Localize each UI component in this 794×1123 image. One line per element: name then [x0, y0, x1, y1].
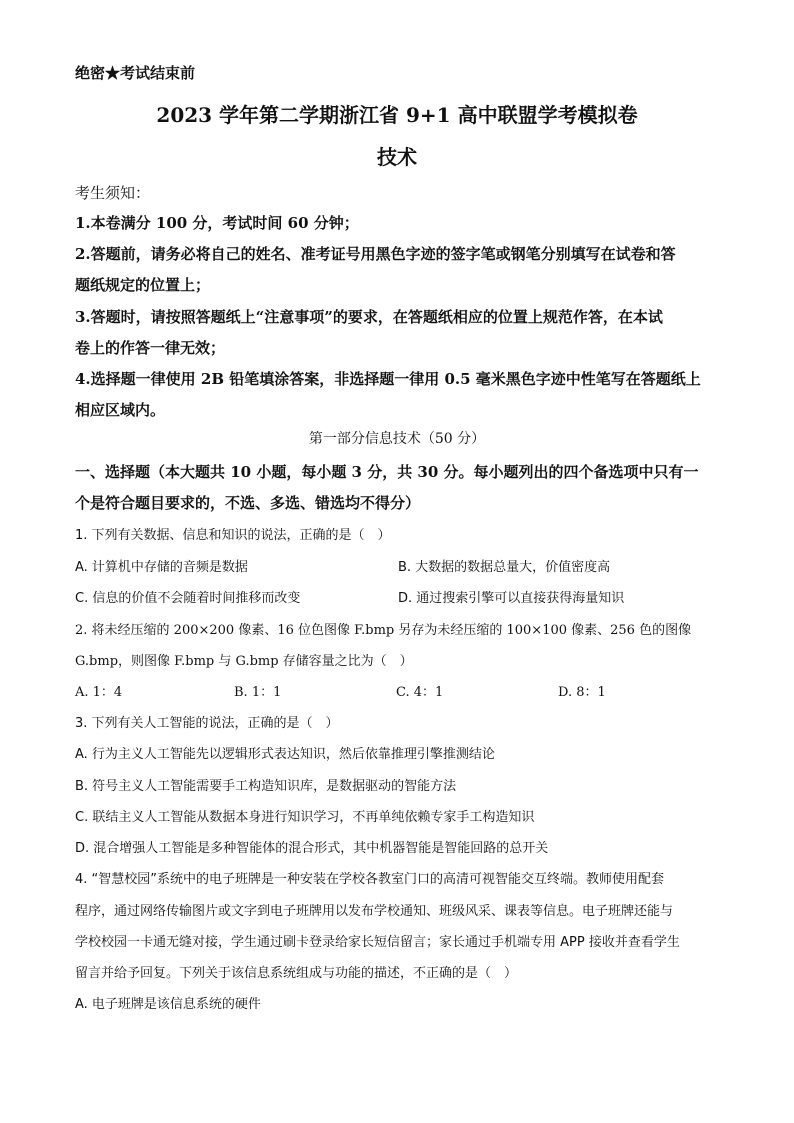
- notice-item-2-line-1: 2.答题前，请务必将自己的姓名、准考证号用黑色字迹的签字笔或钢笔分别填写在试卷和答: [75, 245, 676, 263]
- notice-item-4-line-2: 相应区域内。: [75, 401, 166, 419]
- question-1-option-a: A. 计算机中存储的音频是数据: [75, 560, 248, 575]
- question-3-option-d: D. 混合增强人工智能是多种智能体的混合形式，其中机器智能是智能回路的总开关: [75, 841, 549, 856]
- section-instructions-line-1: 一、选择题（本大题共 10 小题，每小题 3 分，共 30 分。每小题列出的四个备选项中只有一: [75, 463, 699, 481]
- question-3-option-b: B. 符号主义人工智能需要手工构造知识库，是数据驱动的智能方法: [75, 779, 457, 794]
- question-3-option-c: C. 联结主义人工智能从数据本身进行知识学习，不再单纯依赖专家手工构造知识: [75, 810, 535, 825]
- question-4-stem-line-4: 留言并给予回复。下列关于该信息系统组成与功能的描述，不正确的是（ ）: [75, 966, 518, 981]
- notice-item-1: 1.本卷满分 100 分，考试时间 60 分钟；: [75, 214, 359, 232]
- question-4-stem-line-1: 4. “智慧校园”系统中的电子班牌是一种安装在学校各教室门口的高清可视智能交互终端。教师使用配套: [75, 872, 665, 887]
- notice-heading: 考生须知：: [75, 184, 151, 202]
- question-3-option-a: A. 行为主义人工智能先以逻辑形式表达知识，然后依靠推理引擎推测结论: [75, 747, 495, 762]
- confidential-label: 绝密★考试结束前: [75, 64, 196, 82]
- question-2-option-d: D. 8：1: [558, 685, 606, 700]
- question-1-stem: 1. 下列有关数据、信息和知识的说法，正确的是（ ）: [75, 528, 391, 543]
- notice-item-3-line-1: 3.答题时，请按照答题纸上“注意事项”的要求，在答题纸相应的位置上规范作答，在本试: [75, 308, 663, 326]
- question-2-stem-line-2: G.bmp，则图像 F.bmp 与 G.bmp 存储容量之比为（ ）: [75, 654, 413, 669]
- question-4-option-a: A. 电子班牌是该信息系统的硬件: [75, 997, 261, 1012]
- question-2-option-c: C. 4：1: [396, 685, 444, 700]
- question-2-option-b: B. 1：1: [234, 685, 282, 700]
- question-3-stem: 3. 下列有关人工智能的说法，正确的是（ ）: [75, 716, 339, 731]
- exam-subject: 技术: [377, 145, 417, 169]
- question-1-option-d: D. 通过搜索引擎可以直接获得海量知识: [398, 591, 625, 606]
- question-1-option-b: B. 大数据的数据总量大，价值密度高: [398, 560, 611, 575]
- question-2-option-a: A. 1：4: [75, 685, 123, 700]
- notice-item-3-line-2: 卷上的作答一律无效；: [75, 339, 226, 357]
- section-instructions-line-2: 个是符合题目要求的，不选、多选、错选均不得分）: [75, 494, 421, 512]
- question-4-stem-line-3: 学校校园一卡通无缝对接，学生通过刷卡登录给家长短信留言；家长通过手机端专用 APP 接收并查看学生: [75, 935, 680, 950]
- part-one-heading: 第一部分信息技术（50 分）: [308, 431, 486, 447]
- notice-item-2-line-2: 题纸规定的位置上；: [75, 276, 211, 294]
- notice-item-4-line-1: 4.选择题一律使用 2B 铅笔填涂答案，非选择题一律用 0.5 毫米黑色字迹中性笔写在答题纸上: [75, 370, 701, 388]
- question-1-option-c: C. 信息的价值不会随着时间推移而改变: [75, 591, 301, 606]
- exam-title: 2023 学年第二学期浙江省 9+1 高中联盟学考模拟卷: [156, 103, 638, 127]
- question-4-stem-line-2: 程序，通过网络传输图片或文字到电子班牌用以发布学校通知、班级风采、课表等信息。电子班牌还能与: [75, 904, 674, 919]
- question-2-stem-line-1: 2. 将未经压缩的 200×200 像素、16 位色图像 F.bmp 另存为未经压缩的 100×100 像素、256 色的图像: [75, 623, 692, 638]
